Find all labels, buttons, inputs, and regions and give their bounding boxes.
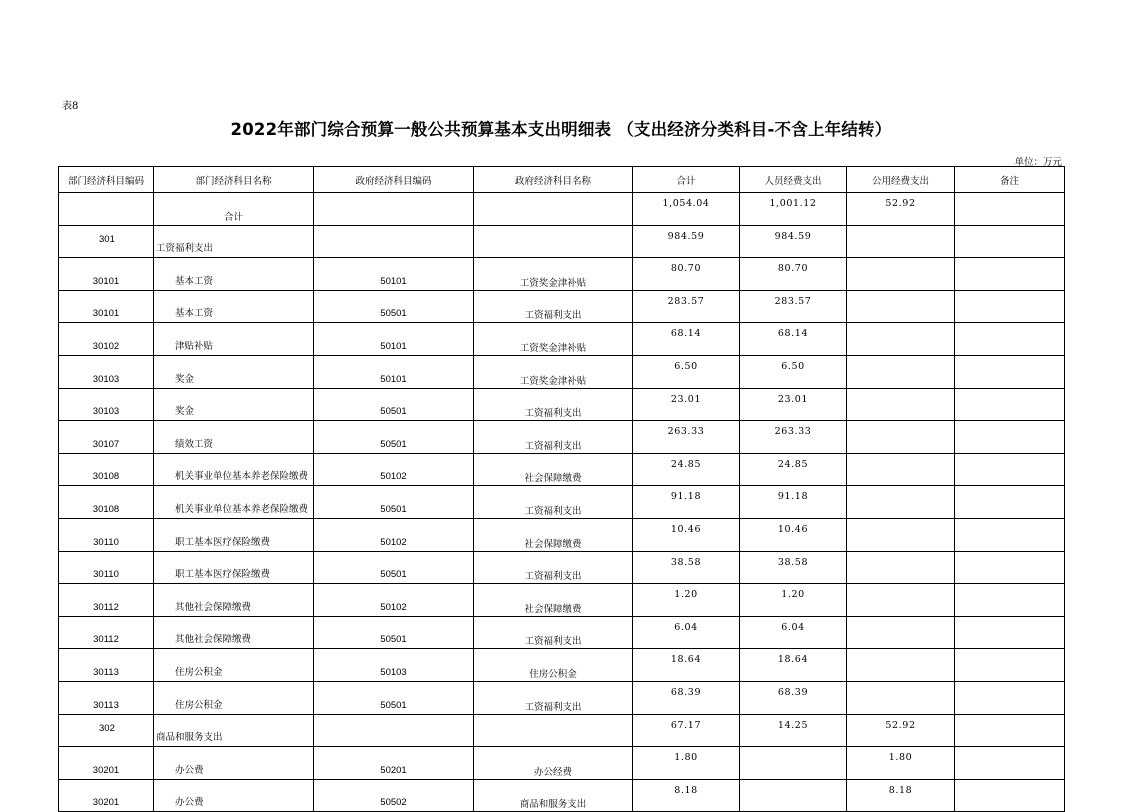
personnel-cell: 6.50 — [740, 355, 847, 388]
table-label: 表8 — [62, 101, 79, 112]
note-cell — [955, 649, 1065, 682]
note-cell — [955, 714, 1065, 747]
header-dept-name: 部门经济科目名称 — [154, 167, 314, 193]
gov-code-cell: 50502 — [314, 779, 474, 812]
gov-code-cell: 50501 — [314, 486, 474, 519]
gov-code-cell: 50101 — [314, 323, 474, 356]
table-row — [59, 258, 1065, 291]
table-row — [59, 747, 1065, 780]
note-cell — [955, 225, 1065, 258]
gov-name-cell: 工资奖金津补贴 — [474, 258, 633, 291]
gov-name-cell: 社会保障缴费 — [474, 584, 633, 617]
dept-code-cell: 30108 — [59, 453, 154, 486]
dept-code-cell: 30102 — [59, 323, 154, 356]
personnel-cell: 23.01 — [740, 388, 847, 421]
table-row — [59, 551, 1065, 584]
table-group-row — [59, 225, 1065, 258]
total-cell: 68.39 — [633, 681, 740, 714]
dept-name-cell: 住房公积金 — [154, 649, 314, 682]
note-cell — [955, 584, 1065, 617]
dept-name-cell: 机关事业单位基本养老保险缴费 — [154, 486, 314, 519]
gov-code-cell: 50501 — [314, 421, 474, 454]
gov-name-cell: 住房公积金 — [474, 649, 633, 682]
table-row — [59, 486, 1065, 519]
public-cell — [847, 290, 955, 323]
public-cell — [847, 681, 955, 714]
dept-name-cell: 奖金 — [154, 355, 314, 388]
personnel-cell: 18.64 — [740, 649, 847, 682]
note-cell — [955, 551, 1065, 584]
dept-code-cell: 302 — [59, 714, 154, 747]
note-cell — [955, 616, 1065, 649]
dept-code-cell: 30112 — [59, 584, 154, 617]
total-cell: 68.14 — [633, 323, 740, 356]
public-cell: 52.92 — [847, 714, 955, 747]
note-cell — [955, 290, 1065, 323]
dept-code-cell: 30110 — [59, 518, 154, 551]
public-cell — [847, 421, 955, 454]
total-note — [955, 193, 1065, 226]
dept-code-cell: 30103 — [59, 355, 154, 388]
gov-code-cell: 50103 — [314, 649, 474, 682]
total-cell: 6.50 — [633, 355, 740, 388]
total-label: 合计 — [154, 193, 314, 226]
public-cell — [847, 258, 955, 291]
gov-code-cell: 50501 — [314, 616, 474, 649]
gov-code-cell: 50101 — [314, 355, 474, 388]
total-cell: 91.18 — [633, 486, 740, 519]
public-cell — [847, 649, 955, 682]
table-row — [59, 616, 1065, 649]
gov-name-cell: 工资福利支出 — [474, 551, 633, 584]
dept-name-cell: 其他社会保障缴费 — [154, 584, 314, 617]
gov-name-cell: 工资福利支出 — [474, 421, 633, 454]
header-gov-code: 政府经济科目编码 — [314, 167, 474, 193]
dept-code-cell: 30108 — [59, 486, 154, 519]
dept-name-cell: 商品和服务支出 — [154, 714, 314, 747]
total-cell: 10.46 — [633, 518, 740, 551]
personnel-cell — [740, 747, 847, 780]
page-title: 2022年部门综合预算一般公共预算基本支出明细表 （支出经济分类科目-不含上年结转） — [230, 120, 892, 139]
gov-code-cell: 50102 — [314, 518, 474, 551]
dept-code-cell: 30101 — [59, 290, 154, 323]
gov-code-cell: 50101 — [314, 258, 474, 291]
header-dept-code: 部门经济科目编码 — [59, 167, 154, 193]
gov-name-cell — [474, 225, 633, 258]
note-cell — [955, 453, 1065, 486]
dept-name-cell: 其他社会保障缴费 — [154, 616, 314, 649]
dept-code-cell: 301 — [59, 225, 154, 258]
table-row — [59, 323, 1065, 356]
note-cell — [955, 681, 1065, 714]
table-row — [59, 453, 1065, 486]
table-row — [59, 584, 1065, 617]
gov-code-cell: 50501 — [314, 290, 474, 323]
personnel-cell — [740, 779, 847, 812]
public-cell — [847, 616, 955, 649]
total-cell: 80.70 — [633, 258, 740, 291]
note-cell — [955, 323, 1065, 356]
note-cell — [955, 421, 1065, 454]
gov-name-cell: 工资福利支出 — [474, 616, 633, 649]
personnel-cell: 1.20 — [740, 584, 847, 617]
gov-name-cell: 工资奖金津补贴 — [474, 355, 633, 388]
public-cell — [847, 486, 955, 519]
dept-name-cell: 机关事业单位基本养老保险缴费 — [154, 453, 314, 486]
public-cell: 1.80 — [847, 747, 955, 780]
gov-name-cell: 商品和服务支出 — [474, 779, 633, 812]
total-gcode-cell — [314, 193, 474, 226]
dept-name-cell: 基本工资 — [154, 290, 314, 323]
personnel-cell: 263.33 — [740, 421, 847, 454]
dept-code-cell: 30201 — [59, 747, 154, 780]
dept-name-cell: 基本工资 — [154, 258, 314, 291]
dept-name-cell: 津贴补贴 — [154, 323, 314, 356]
personnel-cell: 68.14 — [740, 323, 847, 356]
table-row — [59, 388, 1065, 421]
header-gov-name: 政府经济科目名称 — [474, 167, 633, 193]
total-cell: 8.18 — [633, 779, 740, 812]
gov-name-cell — [474, 714, 633, 747]
header-public: 公用经费支出 — [847, 167, 955, 193]
header-note: 备注 — [955, 167, 1065, 193]
gov-code-cell: 50501 — [314, 388, 474, 421]
personnel-cell: 283.57 — [740, 290, 847, 323]
gov-code-cell — [314, 225, 474, 258]
gov-name-cell: 工资福利支出 — [474, 388, 633, 421]
total-cell: 263.33 — [633, 421, 740, 454]
note-cell — [955, 747, 1065, 780]
personnel-cell: 10.46 — [740, 518, 847, 551]
gov-code-cell: 50501 — [314, 551, 474, 584]
gov-code-cell: 50501 — [314, 681, 474, 714]
total-cell: 18.64 — [633, 649, 740, 682]
dept-code-cell: 30101 — [59, 258, 154, 291]
total-row — [59, 193, 1065, 226]
gov-code-cell: 50102 — [314, 584, 474, 617]
total-gname-cell — [474, 193, 633, 226]
total-code-cell — [59, 193, 154, 226]
dept-name-cell: 住房公积金 — [154, 681, 314, 714]
dept-name-cell: 绩效工资 — [154, 421, 314, 454]
gov-name-cell: 社会保障缴费 — [474, 518, 633, 551]
table-row — [59, 649, 1065, 682]
gov-name-cell: 工资福利支出 — [474, 681, 633, 714]
dept-name-cell: 办公费 — [154, 779, 314, 812]
budget-table — [58, 166, 1065, 812]
total-public: 52.92 — [847, 193, 955, 226]
gov-name-cell: 办公经费 — [474, 747, 633, 780]
note-cell — [955, 486, 1065, 519]
table-row — [59, 779, 1065, 812]
total-cell: 23.01 — [633, 388, 740, 421]
personnel-cell: 6.04 — [740, 616, 847, 649]
dept-code-cell: 30113 — [59, 681, 154, 714]
table-group-row — [59, 714, 1065, 747]
total-cell: 1.80 — [633, 747, 740, 780]
gov-name-cell: 工资福利支出 — [474, 486, 633, 519]
table-row — [59, 681, 1065, 714]
total-cell: 1.20 — [633, 584, 740, 617]
total-cell: 24.85 — [633, 453, 740, 486]
table-row — [59, 421, 1065, 454]
total-amount: 1,054.04 — [633, 193, 740, 226]
gov-code-cell: 50201 — [314, 747, 474, 780]
dept-code-cell: 30201 — [59, 779, 154, 812]
dept-name-cell: 工资福利支出 — [154, 225, 314, 258]
header-personnel: 人员经费支出 — [740, 167, 847, 193]
total-cell: 984.59 — [633, 225, 740, 258]
dept-code-cell: 30113 — [59, 649, 154, 682]
dept-code-cell: 30112 — [59, 616, 154, 649]
header-row — [59, 167, 1065, 193]
personnel-cell: 68.39 — [740, 681, 847, 714]
public-cell — [847, 225, 955, 258]
gov-code-cell — [314, 714, 474, 747]
personnel-cell: 14.25 — [740, 714, 847, 747]
note-cell — [955, 388, 1065, 421]
total-personnel: 1,001.12 — [740, 193, 847, 226]
dept-code-cell: 30103 — [59, 388, 154, 421]
dept-name-cell: 职工基本医疗保险缴费 — [154, 518, 314, 551]
gov-code-cell: 50102 — [314, 453, 474, 486]
note-cell — [955, 258, 1065, 291]
dept-code-cell: 30107 — [59, 421, 154, 454]
personnel-cell: 80.70 — [740, 258, 847, 291]
public-cell — [847, 551, 955, 584]
public-cell: 8.18 — [847, 779, 955, 812]
dept-code-cell: 30110 — [59, 551, 154, 584]
total-cell: 67.17 — [633, 714, 740, 747]
total-cell: 38.58 — [633, 551, 740, 584]
personnel-cell: 38.58 — [740, 551, 847, 584]
header-total: 合计 — [633, 167, 740, 193]
table-row — [59, 290, 1065, 323]
public-cell — [847, 518, 955, 551]
total-cell: 283.57 — [633, 290, 740, 323]
dept-name-cell: 办公费 — [154, 747, 314, 780]
unit-label: 单位：万元 — [1014, 157, 1062, 168]
public-cell — [847, 453, 955, 486]
public-cell — [847, 355, 955, 388]
dept-name-cell: 职工基本医疗保险缴费 — [154, 551, 314, 584]
public-cell — [847, 584, 955, 617]
gov-name-cell: 工资福利支出 — [474, 290, 633, 323]
table-row — [59, 355, 1065, 388]
personnel-cell: 91.18 — [740, 486, 847, 519]
public-cell — [847, 323, 955, 356]
personnel-cell: 984.59 — [740, 225, 847, 258]
dept-name-cell: 奖金 — [154, 388, 314, 421]
gov-name-cell: 社会保障缴费 — [474, 453, 633, 486]
note-cell — [955, 355, 1065, 388]
personnel-cell: 24.85 — [740, 453, 847, 486]
note-cell — [955, 779, 1065, 812]
table-row — [59, 518, 1065, 551]
total-cell: 6.04 — [633, 616, 740, 649]
public-cell — [847, 388, 955, 421]
gov-name-cell: 工资奖金津补贴 — [474, 323, 633, 356]
note-cell — [955, 518, 1065, 551]
